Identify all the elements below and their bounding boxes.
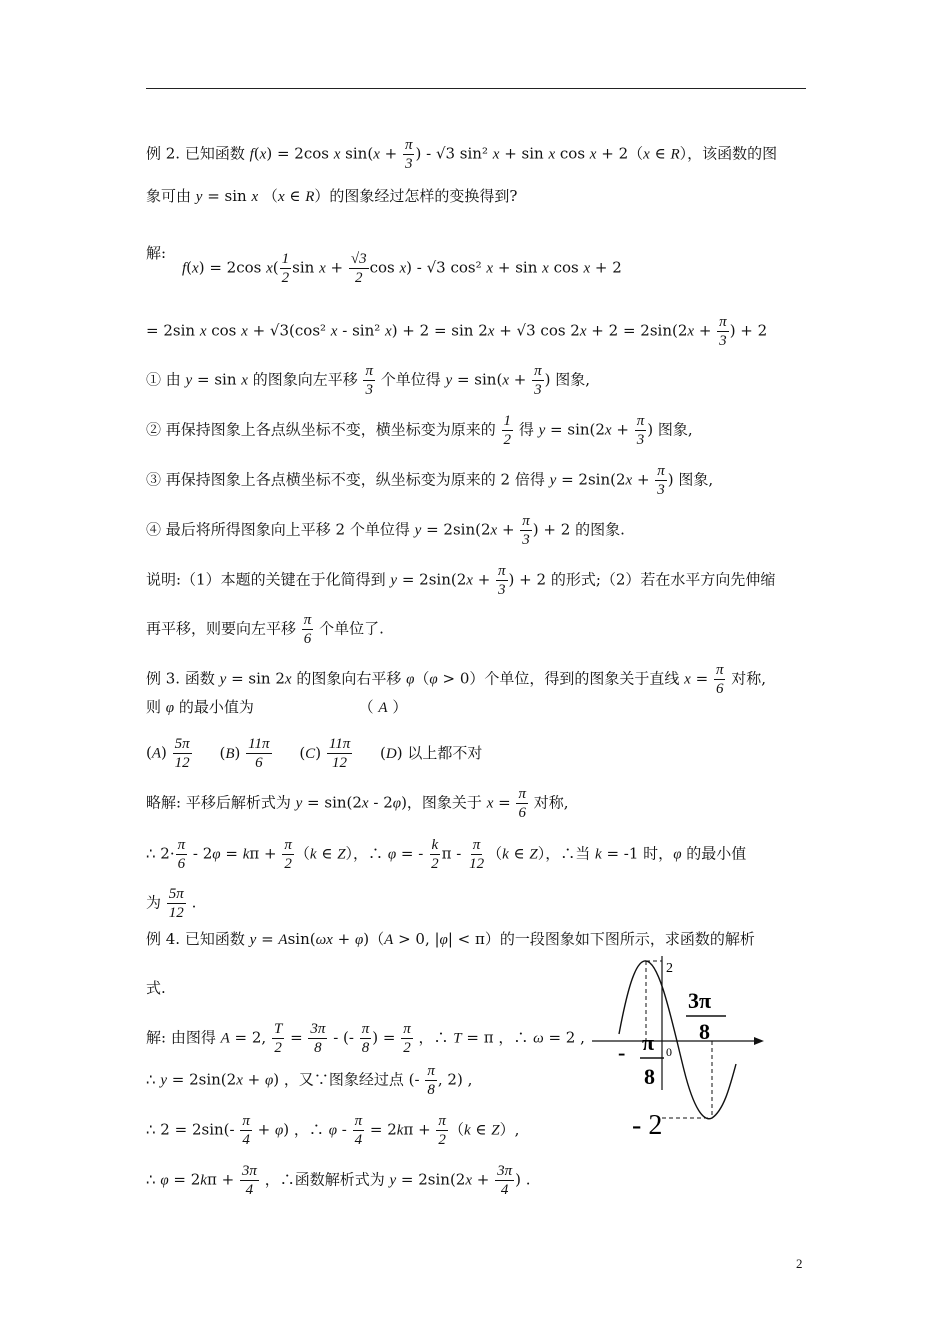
ex2-step2: ② 再保持图象上各点纵坐标不变，横坐标变为原来的 $\frac{1}{2}$ 得 y = sin(2x + $\frac{\pi}{3}$ ) 图象, — [146, 413, 693, 448]
ex4-solution-line2: ∴ y = 2sin(2x + φ) ，又∵图象经过点 (- $\frac{\pi}{8}$ , 2) , — [146, 1063, 473, 1098]
ex2-step4: ④ 最后将所得图象向上平移 2 个单位得 y = 2sin(2x + $\frac{\pi}{3}$ ) + 2 的图象. — [146, 513, 625, 548]
ex2-question-line2: 象可由 y = sin x （x ∈ R）的图象经过怎样的变换得到? — [146, 187, 518, 205]
page-number: 2 — [796, 1256, 803, 1271]
ex3-options: (A) $\frac{5\pi}{12}$ (B) $\frac{11\pi}{6}$ (C) $\frac{11\pi}{12}$ (D) 以上都不对 — [146, 736, 483, 771]
ex2-note-line1: 说明:（1）本题的关键在于化简得到 y = 2sin(2x + $\frac{\pi}{3}$ ) + 2 的形式;（2）若在水平方向先伸缩 — [146, 563, 776, 598]
ex2-question-line1: 例 2. 已知函数 f(x) = 2cos x sin(x + $\frac{\pi}{3}$ ) - √3 sin² x + sin x cos x + 2（x ∈ R），该函数的图 — [146, 137, 778, 172]
ex2-solution-line1: f(x) = 2cos x( $\frac{1}{2}$ sin x + $\frac{√3}{2}$ cos x) - √3 cos² x + sin x cos x + 2 — [182, 251, 622, 286]
header-rule — [146, 88, 806, 89]
sine-graph — [580, 950, 780, 1140]
y-min-label: - 2 — [632, 1110, 663, 1140]
x-left-sign: - — [618, 1040, 626, 1065]
ex4-solution-line3: ∴ 2 = 2sin(- $\frac{\pi}{4}$ + φ) ，∴ φ - $\frac{\pi}{4}$ = 2kπ + $\frac{\pi}{2}$ （k ∈ Z）, — [146, 1113, 520, 1148]
sine-curve — [619, 961, 736, 1119]
ex2-step3: ③ 再保持图象上各点横坐标不变，纵坐标变为原来的 2 倍得 y = 2sin(2x + $\frac{\pi}{3}$ ) 图象, — [146, 463, 714, 498]
ex4-question-line2: 式. — [146, 979, 166, 997]
ex4-question-line1: 例 4. 已知函数 y = Asin(ωx + φ)（A > 0, |φ| < π）的一段图象如下图所示，求函数的解析 — [146, 930, 755, 948]
ex4-solution-line4: ∴ φ = 2kπ + $\frac{3\pi}{4}$ ，∴函数解析式为 y = 2sin(2x + $\frac{3\pi}{4}$ ) . — [146, 1163, 531, 1198]
x-right-num: 3π — [688, 988, 712, 1013]
ex3-question-line1: 例 3. 函数 y = sin 2x 的图象向右平移 φ（φ > 0）个单位，得到的图象关于直线 x = $\frac{\pi}{6}$ 对称, — [146, 662, 766, 697]
x-right-den: 8 — [699, 1019, 710, 1044]
x-left-num: π — [642, 1030, 655, 1055]
ex3-solution-line3: 为 $\frac{5\pi}{12}$ . — [146, 886, 197, 921]
ex2-note-line2: 再平移，则要向左平移 $\frac{\pi}{6}$ 个单位了. — [146, 612, 384, 647]
ex3-solution-line1: 略解: 平移后解析式为 y = sin(2x - 2φ)，图象关于 x = $\frac{\pi}{6}$ 对称, — [146, 786, 569, 821]
x-left-den: 8 — [644, 1064, 655, 1089]
ex2-solution-line2: = 2sin x cos x + √3(cos² x - sin² x) + 2 = sin 2x + √3 cos 2x + 2 = 2sin(2x + $\frac{\pi}{3}$ ) + 2 — [146, 314, 768, 349]
origin-label: 0 — [666, 1045, 672, 1059]
ex2-step1: ① 由 y = sin x 的图象向左平移 $\frac{\pi}{3}$ 个单位得 y = sin(x + $\frac{\pi}{3}$ ) 图象, — [146, 363, 591, 398]
ex2-solution-label: 解: — [146, 244, 167, 262]
ex3-solution-line2: ∴ 2· $\frac{\pi}{6}$ - 2φ = kπ + $\frac{\pi}{2}$ （k ∈ Z），∴ φ = - $\frac{k}{2}$ π - $\frac{\pi}{12}$ （k ∈ Z），∴当 k = -1 时，φ 的最小值 — [146, 837, 747, 872]
ex3-question-line2: 则 φ 的最小值为 （ A ） — [146, 698, 408, 716]
y-max-label: 2 — [666, 961, 673, 976]
ex4-solution-line1: 解: 由图得 A = 2, $\frac{T}{2}$ = $\frac{3\pi}{8}$ - (- $\frac{\pi}{8}$ ) = $\frac{\pi}{2}$ ，∴ T = π ，∴ ω = 2 , — [146, 1021, 585, 1056]
x-axis-arrow — [754, 1037, 764, 1045]
